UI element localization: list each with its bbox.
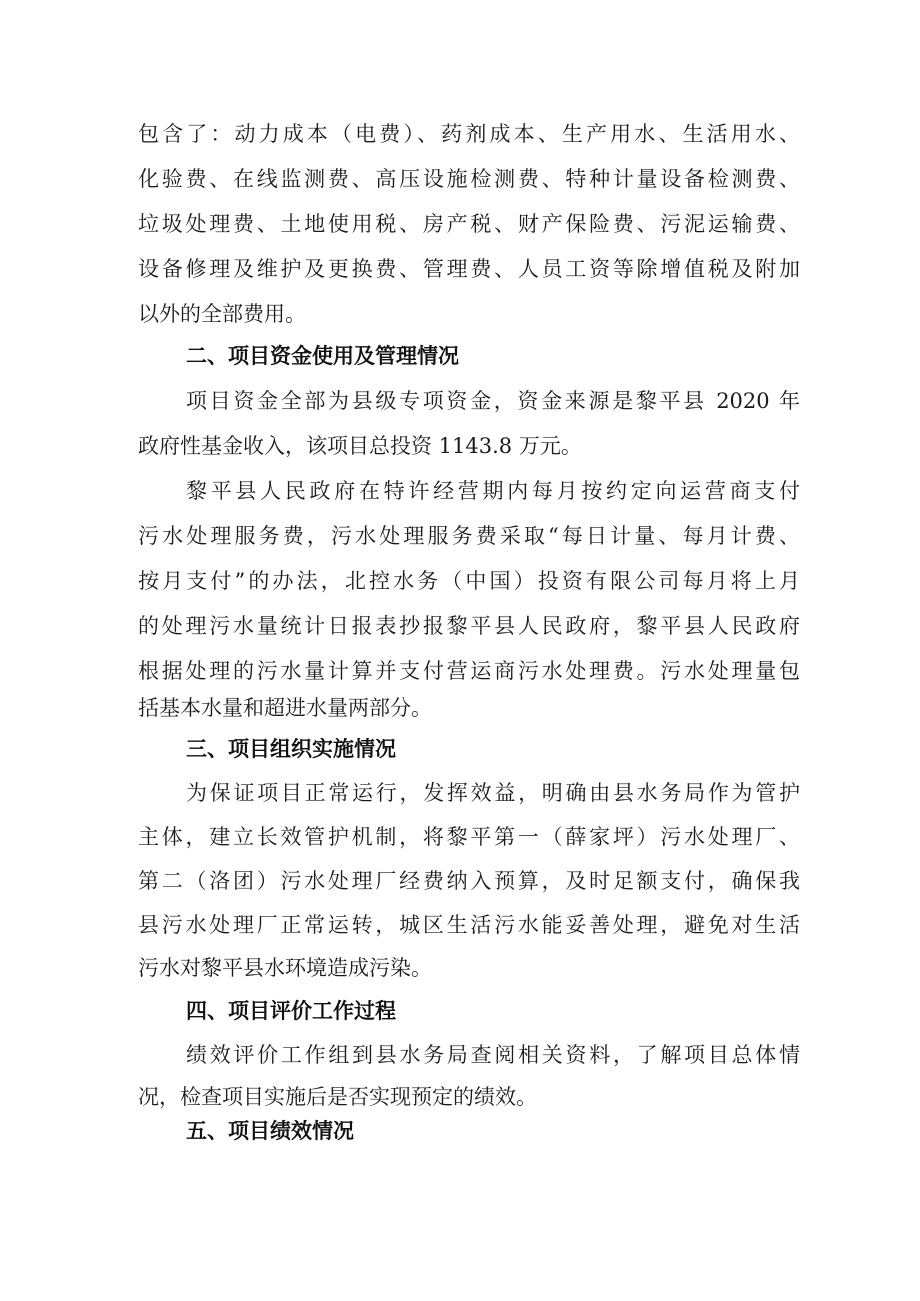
text-line: 垃圾处理费、土地使用税、房产税、财产保险费、污泥运输费、 (138, 212, 800, 236)
text-line: 县污水处理厂正常运转，城区生活污水能妥善处理，避免对生活 (138, 913, 800, 937)
text-line: 括基本水量和超进水量两部分。 (138, 696, 432, 720)
section-heading-3: 三、项目组织实施情况 (186, 737, 396, 761)
text-line: 以外的全部费用。 (138, 302, 306, 326)
section-heading-5: 五、项目绩效情况 (186, 1119, 354, 1143)
text-line: 包含了：动力成本（电费）、药剂成本、生产用水、生活用水、 (138, 122, 800, 146)
text-line: 主体，建立长效管护机制，将黎平第一（薛家坪）污水处理厂、 (138, 825, 800, 849)
text-line: 项目资金全部为县级专项资金，资金来源是黎平县 2020 年 (186, 389, 800, 413)
text-line: 的处理污水量统计日报表抄报黎平县人民政府，黎平县人民政府 (138, 614, 800, 638)
text-line: 第二（洛团）污水处理厂经费纳入预算，及时足额支付，确保我 (138, 869, 800, 893)
text-line: 根据处理的污水量计算并支付营运商污水处理费。污水处理量包 (138, 659, 800, 683)
text-line: 况，检查项目实施后是否实现预定的绩效。 (138, 1085, 537, 1109)
text-line: 设备修理及维护及更换费、管理费、人员工资等除增值税及附加 (138, 257, 800, 281)
text-line: 污水对黎平县水环境造成污染。 (138, 956, 432, 980)
text-line: 化验费、在线监测费、高压设施检测费、特种计量设备检测费、 (138, 167, 800, 191)
text-line: 按月支付”的办法，北控水务（中国）投资有限公司每月将上月 (138, 569, 800, 593)
text-line: 污水处理服务费，污水处理服务费采取“每日计量、每月计费、 (138, 524, 800, 548)
text-line: 政府性基金收入，该项目总投资 1143.8 万元。 (138, 434, 582, 458)
text-line: 为保证项目正常运行，发挥效益，明确由县水务局作为管护 (186, 781, 800, 805)
text-line: 绩效评价工作组到县水务局查阅相关资料，了解项目总体情 (186, 1043, 800, 1067)
text-line: 黎平县人民政府在特许经营期内每月按约定向运营商支付 (186, 479, 800, 503)
section-heading-2: 二、项目资金使用及管理情况 (186, 344, 459, 368)
section-heading-4: 四、项目评价工作过程 (186, 999, 396, 1023)
